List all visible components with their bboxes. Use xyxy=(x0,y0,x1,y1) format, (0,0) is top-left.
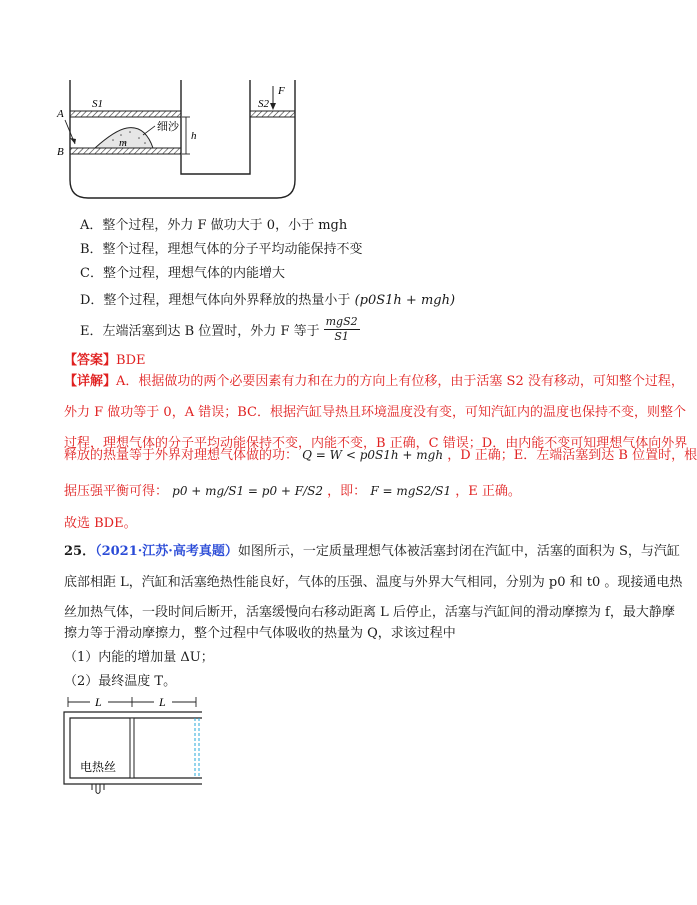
partition xyxy=(181,80,250,174)
detail-line-1: 【详解】A．根据做功的两个必要因素有力和在力的方向上有位移，由于活塞 S2 没有移动，可知整个过程， xyxy=(64,374,684,389)
label-m: m xyxy=(119,137,127,149)
answer-label: 【答案】 xyxy=(64,353,117,368)
label-heater: 电热丝 xyxy=(80,760,117,774)
label-b: B xyxy=(57,146,64,158)
label-f: F xyxy=(278,85,285,97)
detail-line-3: 过程，理想气体的分子平均动能保持不变，内能不变，B 正确，C 错误；D．由内能不变可知理想气体向外界 xyxy=(64,436,688,451)
label-l2: L xyxy=(159,695,166,709)
label-l1: L xyxy=(95,695,102,709)
option-d-text: D．整个过程，理想气体向外界释放的热量小于 xyxy=(80,293,351,308)
q25-source: （2021·江苏·高考真题） xyxy=(95,544,238,559)
label-a: A xyxy=(57,108,64,120)
q25-line-3: 丝加热气体，一段时间后断开，活塞缓慢向右移动距离 L 后停止，活塞与汽缸间的滑动摩擦为 f，最大静摩 xyxy=(64,605,675,620)
q25-line-4: 擦力等于滑动摩擦力，整个过程中气体吸收的热量为 Q，求该过程中 xyxy=(64,626,456,641)
detail-line-5: 据压强平衡可得： p0 + mg/S1 = p0 + F/S2 ，即： F = mgS2/S1 ，E 正确。 xyxy=(64,484,521,499)
label-s1: S1 xyxy=(92,98,103,110)
option-d-formula: (p0S1h + mgh) xyxy=(354,293,456,308)
detail-formula-balance: p0 + mg/S1 = p0 + F/S2 xyxy=(172,484,324,498)
option-e xyxy=(80,315,360,344)
detail-line-2: 外力 F 做功等于 0，A 错误；BC．根据汽缸导热且环境温度没有变，可知汽缸内的温度也保持不变，则整个 xyxy=(64,405,686,420)
option-e-numerator: mgS2 xyxy=(325,315,358,328)
q25-sub-2: （2）最终温度 T。 xyxy=(64,674,177,689)
option-b: B．整个过程，理想气体的分子平均动能保持不变 xyxy=(80,242,363,257)
figure-heated-cylinder xyxy=(62,692,222,802)
option-e-fraction xyxy=(324,315,360,344)
answer-value: BDE xyxy=(116,353,146,368)
detail-formula-f: F = mgS2/S1 xyxy=(370,484,452,498)
q25-line-1: 25．（2021·江苏·高考真题）如图所示，一定质量理想气体被活塞封闭在汽缸中，活塞的面积为 S，与汽缸 xyxy=(64,544,680,559)
detail-line-4: 释放的热量等于外界对理想气体做的功： Q = W < p0S1h + mgh ，D 正确；E．左端活塞到达 B 位置时，根 xyxy=(64,448,697,463)
label-sand: 细沙 xyxy=(157,120,179,133)
piston xyxy=(130,718,134,778)
option-c: C．整个过程，理想气体的内能增大 xyxy=(80,266,285,281)
heater-coil xyxy=(92,784,104,794)
label-s2: S2 xyxy=(258,98,269,110)
piston-s2 xyxy=(250,111,295,117)
q25-sub-1: （1）内能的增加量 ΔU； xyxy=(64,650,214,665)
option-e-text: E．左端活塞到达 B 位置时，外力 F 等于 xyxy=(80,324,320,339)
option-d xyxy=(80,289,455,308)
q25-number: 25． xyxy=(64,544,96,559)
option-a: A．整个过程，外力 F 做功大于 0，小于 mgh xyxy=(80,218,348,233)
label-h: h xyxy=(191,130,197,142)
piston-s1 xyxy=(70,111,181,117)
figure-cylinder-pistons xyxy=(55,80,315,205)
detail-label: 【详解】 xyxy=(64,374,117,389)
detail-conclusion: 故选 BDE。 xyxy=(64,516,137,531)
detail-formula-q: Q = W < p0S1h + mgh xyxy=(302,448,444,462)
option-e-denominator: S1 xyxy=(334,330,349,343)
q25-line-2: 底部相距 L，汽缸和活塞绝热性能良好，气体的压强、温度与外界大气相同，分别为 p0 和 t0 。现接通电热 xyxy=(64,575,683,590)
